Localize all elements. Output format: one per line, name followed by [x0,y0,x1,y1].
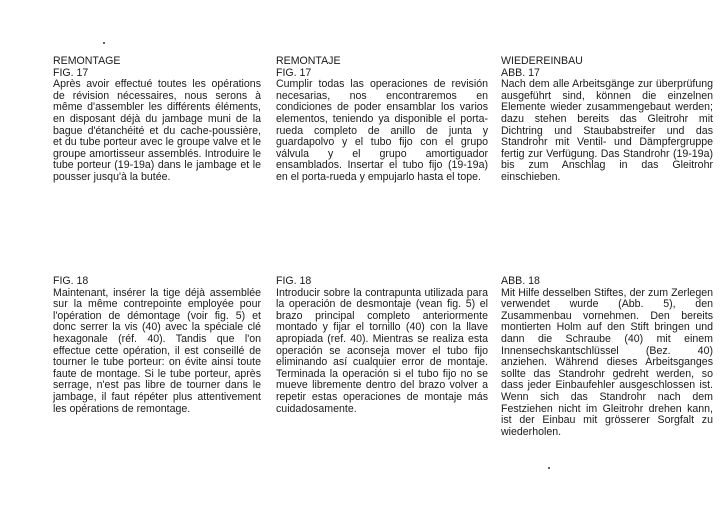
section-abb18-de [501,276,713,438]
section-text: Maintenant, insérer la tige déjà assemblée sur la même contrepointe employée pour l'opération de démontage (voir fig. 5) et donc serrer la vis (40) avec la spéciale clé hexagonale (réf. 40). Tandis que l'on effectue cette opération, il est conseillé de tourner le tube porteur: on évite ainsi toute faute de montage. Si le tube porteur, après serrage, n'est pas libre de tourner dans le jambage, il faut répéter plus attentivement les opérations de remontage. [53,286,261,415]
section-fig18-es [276,276,488,415]
section-text: Mit Hilfe desselben Stiftes, der zum Zerlegen verwendet wurde (Abb. 5), den Zusammenbau vornehmen. Den bereits montierten Holm auf den Stift bringen und dann die Schraube (40) mit einem Innensechskantschlüssel (Bez. 40) anziehen. Während dieses Arbeitsganges sollte das Standrohr gedreht werden, so dass jeder Einbaufehler ausgeschlossen ist. Wenn sich das Standrohr nach dem Festziehen nicht im Gleitrohr drehen kann, ist der Einbau mit grösserer Sorgfalt zu wiederholen. [501,286,713,438]
section-wiedereinbau-de [501,56,713,184]
figure-label: FIG. 17 [276,66,312,79]
speck-mark [548,467,550,469]
figure-label: FIG. 18 [53,275,89,287]
figure-label: ABB. 17 [501,66,540,79]
section-title: WIEDEREINBAU [501,55,583,67]
section-text: Après avoir effectué toutes les opérations de révision nécessaires, nous serons à même d'assembler les différents éléments, en disposant déjà du jambage muni de la bague d'étanchéité et du cache-poussière, et du tube porteur avec le groupe valve et le groupe amortisseur assemblés. Introduire le tube porteur (19-19a) dans le jambage et le pousser jusqu'à la butée. [53,78,261,183]
section-text: Cumplir todas las operaciones de revisión necesarias, nos encontraremos en condiciones de poder ensamblar los varios elementos, teniendo ya disponible el porta-rueda completo de anillo de junta y guardapolvo y el tubo fijo con el grupo válvula y el grupo amortiguador ensamblados. Insertar el tubo fijo (19-19a) en el porta-rueda y empujarlo hasta el tope. [276,78,488,183]
section-title: REMONTAJE [276,55,341,67]
section-fig18-fr [53,276,261,415]
section-text: Introducir sobre la contrapunta utilizada para la operación de desmontaje (vean fig. 5) el brazo principal completo anteriormente montado y fijar el tornillo (40) con la llave apropiada (ref. 40). Mientras se realiza esta operación se aconseja mover el tubo fijo eliminando así cualquier error de montaje. Terminada la operación si el tubo fijo no se mueve libremente dentro del brazo volver a repetir estas operaciones de montaje más cuidadosamente. [276,286,488,415]
section-remontaje-es [276,56,488,184]
speck-mark [103,42,105,44]
section-text: Nach dem alle Arbeitsgänge zur überprüfung ausgeführt sind, können die einzelnen Elemente wieder zusammengebaut werden; dazu stehen bereits das Gleitrohr mit Dichtring und Staubabstreifer und das Standrohr mit Ventil- und Dämpfergruppe fertig zur Verfügung. Das Standrohr (19-19a) bis zum Anschlag in das Gleitrohr einschieben. [501,78,713,183]
section-title: REMONTAGE [53,55,121,67]
figure-label: ABB. 18 [501,275,540,287]
figure-label: FIG. 17 [53,66,89,79]
figure-label: FIG. 18 [276,275,312,287]
section-remontage-fr [53,56,261,184]
